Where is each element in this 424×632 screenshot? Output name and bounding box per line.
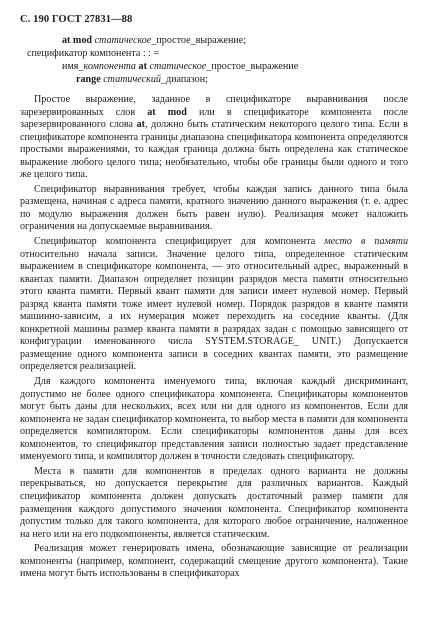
syntax-keyword: at mod bbox=[62, 35, 93, 46]
paragraph-6: Реализация может генерировать имена, обозначающие зависящие от реализации компоненты (например, компонент, содержащий смещение другого компонента). Такие имена могут быть использованы в спецификаторах bbox=[20, 543, 408, 580]
paragraph-text: относительно начала записи. Значение целого типа, определенное статическим выражением в спецификаторе компонента, — это относительный адрес, выраженный в квантах памяти. Диапазон определяет позиции разрядов места памяти относительно этого кванта памяти. Первый квант памяти для записи имеет нулевой номер. Первый разряд кванта памяти тоже имеет нулевой номер. Порядок разрядов в кванте памяти машинно-зависим, а их нумерация может переходить на соседние кванты. (Для конкретной машины размер кванта памяти в разрядах задан с помощью зависящего от конфигурации именованного числа SYSTEM.STORAGE_ UNIT.) Допускается размещение одного компонента записи в соседних квантах памяти, это размещение определяется реализацией. bbox=[20, 248, 408, 373]
syntax-text: имя_ bbox=[62, 61, 84, 72]
paragraph-3 bbox=[20, 236, 408, 374]
paragraph-text: или в спецификаторе компонента после зарезервированного слова bbox=[20, 106, 408, 131]
syntax-keyword: range bbox=[76, 74, 101, 85]
syntax-italic: статическое bbox=[94, 35, 152, 46]
syntax-text: _простое_выражение; bbox=[151, 35, 247, 46]
syntax-text: _простое_выражение bbox=[206, 61, 299, 72]
paragraph-text: Простое выражение, заданное в спецификаторе выравнивания после зарезервированных слов bbox=[20, 94, 408, 118]
syntax-line-1 bbox=[20, 34, 412, 47]
syntax-line-2 bbox=[20, 47, 412, 60]
inline-keyword: at mod bbox=[147, 106, 187, 118]
inline-italic: место в памяти bbox=[324, 236, 408, 248]
syntax-line-4 bbox=[20, 73, 412, 86]
body-text bbox=[20, 94, 408, 581]
syntax-italic: статический bbox=[103, 74, 161, 85]
page-header: С. 190 ГОСТ 27831—88 bbox=[20, 14, 133, 25]
syntax-keyword: at bbox=[138, 61, 147, 72]
paragraph-4: Для каждого компонента именуемого типа, включая каждый дискриминант, допустимо не более одного спецификатора компонента. Спецификаторы компонентов могут быть даны для нескольких, всех или ни для одного из компонентов. Если для компонента не задан спецификатор компонента, то выбор места в памяти для компонента определяется компилятором. Если спецификаторы компонентов даны для всех компонентов, то спецификатор представления записи полностью задает представление именуемого типа, и компилятор должен в точности следовать спецификатору. bbox=[20, 376, 408, 463]
inline-keyword: at bbox=[136, 119, 146, 131]
paragraph-1 bbox=[20, 94, 408, 182]
syntax-block bbox=[20, 34, 412, 86]
paragraph-5: Места в памяти для компонентов в пределах одного варианта не должны перекрываться, но допускается перекрытие для различных вариантов. Каждый спецификатор компонента должен допускать достаточный размер памяти для размещения каждого допустимого значения компонента. Спецификатор компонента допустим только для такого компонента, для которого любое ограничение, наложенное на него или на его подкомпоненты, является статическим. bbox=[20, 465, 408, 540]
paragraph-2: Спецификатор выравнивания требует, чтобы каждая запись данного типа была размещена, начиная с адреса памяти, кратного значению данного выражения (т. е. адрес по модулю выражения должен быть равен нулю). Реализация может наложить ограничения на допускаемые выравнивания. bbox=[20, 183, 408, 233]
paragraph-text: , должно быть статическим некоторого целого типа. Если в спецификаторе компонента границы диапазона спецификатора компонента определяются простыми выражениями, то каждая граница должна быть определена как статическое выражение любого целого типа; необязательно, чтобы обе границы были одного и того же целого типа. bbox=[20, 119, 408, 181]
paragraph-text: Спецификатор компонента специфицирует для компонента bbox=[34, 236, 316, 248]
syntax-italic: компонента bbox=[83, 61, 136, 72]
syntax-line-3 bbox=[20, 60, 412, 73]
syntax-text: _диапазон; bbox=[160, 74, 208, 85]
syntax-text: спецификатор компонента : : = bbox=[27, 48, 160, 59]
syntax-italic: статическое bbox=[149, 61, 207, 72]
